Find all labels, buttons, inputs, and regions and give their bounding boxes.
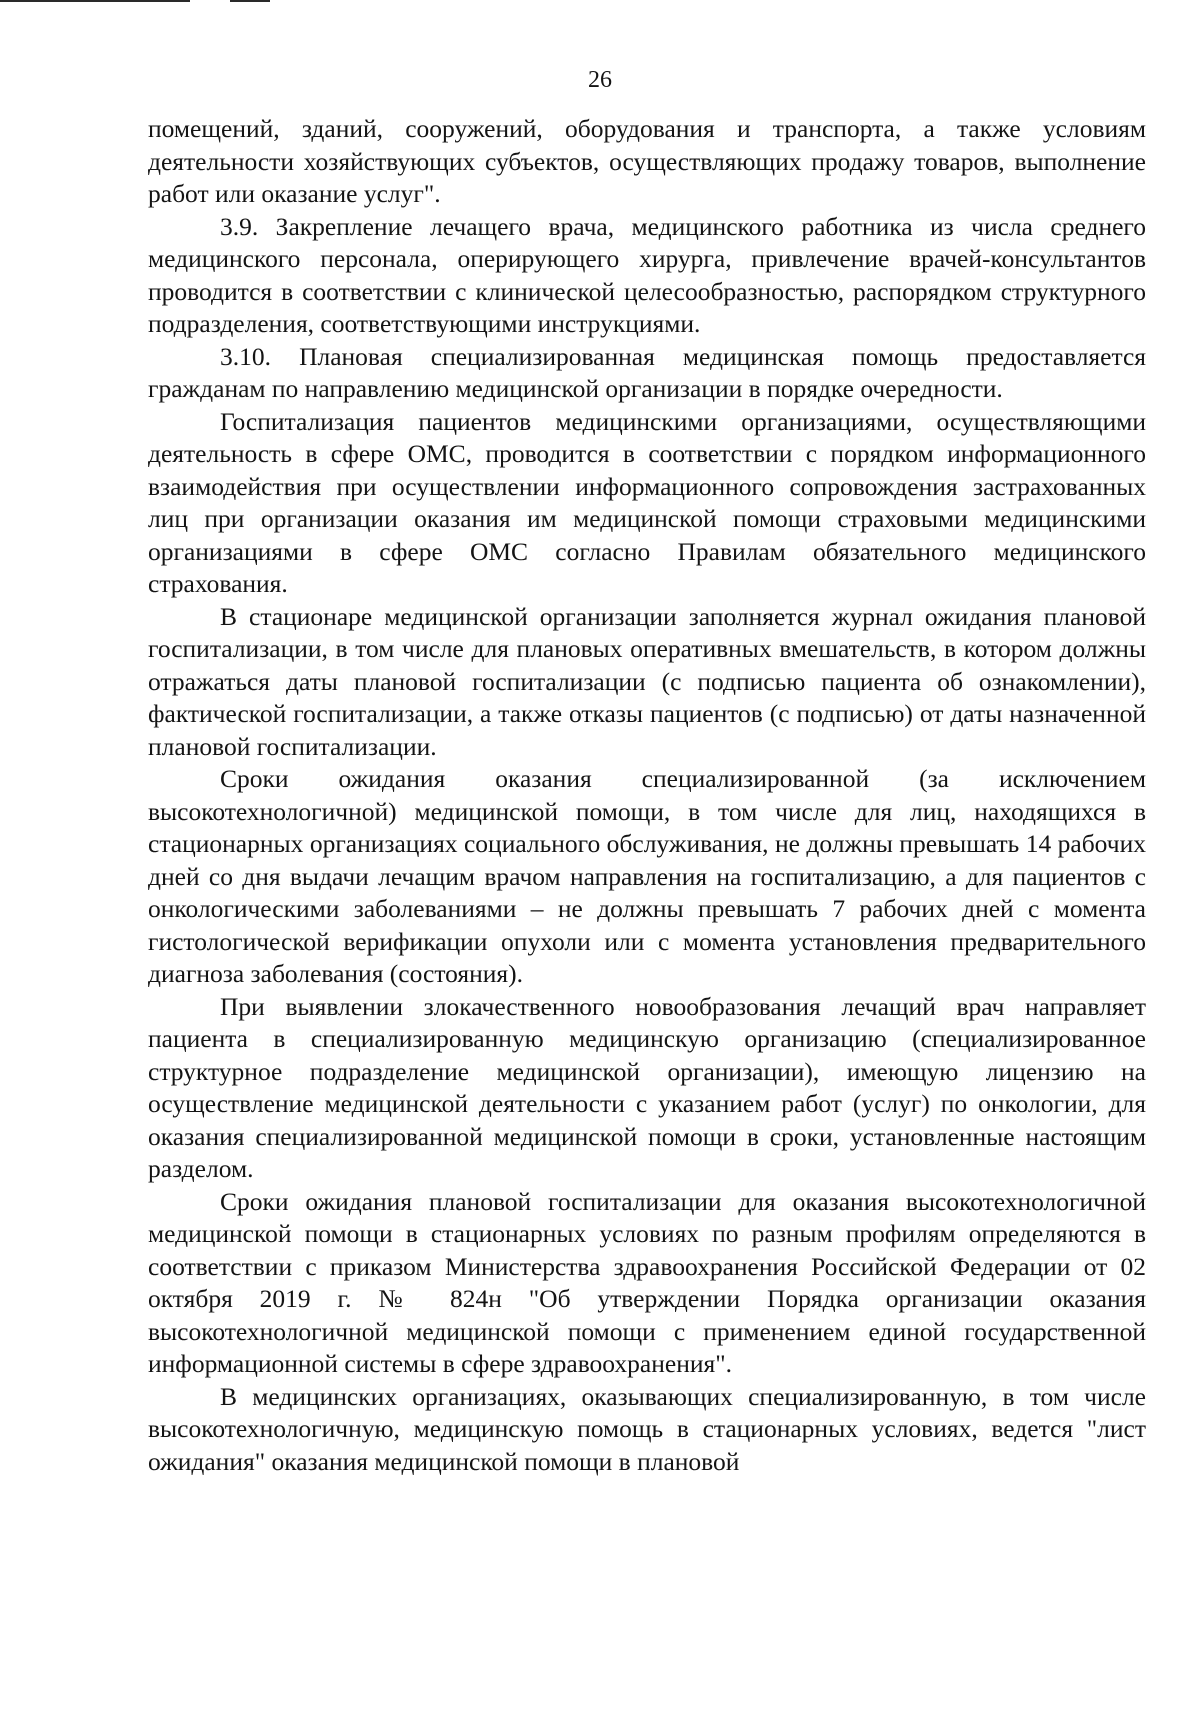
paragraph: Сроки ожидания плановой госпитализации для оказания высокотехнологичной медицинской помощи в стационарных условиях по разным профилям определяются в соответствии с приказом Министерства здравоохранения Российской Федерации от 02 октября 2019 г. № 824н "Об утверждении Порядка организации оказания высокотехнологичной медицинской помощи с применением единой государственной информационной системы в сфере здравоохранения". (148, 1186, 1146, 1378)
scan-edge-mark-right (230, 0, 270, 2)
paragraph: Сроки ожидания оказания специализированной (за исключением высокотехнологичной) медицинской помощи, в том числе для лиц, находящихся в стационарных организациях социального обслуживания, не должны превышать 14 рабочих дней со дня выдачи лечащим врачом направления на госпитализацию, а для пациентов с онкологическими заболеваниями – не должны превышать 7 рабочих дней с момента гистологической верификации опухоли или с момента установления предварительного диагноза заболевания (состояния). (148, 764, 1146, 988)
paragraph: 3.10. Плановая специализированная медицинская помощь предоставляется гражданам по направлению медицинской организации в порядке очередности. (148, 341, 1146, 403)
paragraph: Госпитализация пациентов медицинскими организациями, осуществляющими деятельность в сфере ОМС, проводится в соответствии с порядком информационного взаимодействия при осуществлении информационного сопровождения застрахованных лиц при организации оказания им медицинской помощи страховыми медицинскими организациями в сфере ОМС согласно Правилам обязательного медицинского страхования. (148, 406, 1146, 598)
document-body (148, 113, 1146, 1478)
page-number: 26 (588, 67, 612, 93)
paragraph: В медицинских организациях, оказывающих специализированную, в том числе высокотехнологичную, медицинскую помощь в стационарных условиях, ведется "лист ожидания" оказания медицинской помощи в плановой (148, 1381, 1146, 1476)
scan-edge-mark-left (0, 0, 190, 2)
paragraph: При выявлении злокачественного новообразования лечащий врач направляет пациента в специализированную медицинскую организацию (специализированное структурное подразделение медицинской организации), имеющую лицензию на осуществление медицинской деятельности с указанием работ (услуг) по онкологии, для оказания специализированной медицинской помощи в сроки, установленные настоящим разделом. (148, 991, 1146, 1183)
paragraph: 3.9. Закрепление лечащего врача, медицинского работника из числа среднего медицинского персонала, оперирующего хирурга, привлечение врачей-консультантов проводится в соответствии с клинической целесообразностью, распорядком структурного подразделения, соответствующими инструкциями. (148, 211, 1146, 338)
paragraph: помещений, зданий, сооружений, оборудования и транспорта, а также условиям деятельности хозяйствующих субъектов, осуществляющих продажу товаров, выполнение работ или оказание услуг". (148, 114, 1146, 208)
paragraph: В стационаре медицинской организации заполняется журнал ожидания плановой госпитализации, в том числе для плановых оперативных вмешательств, в котором должны отражаться даты плановой госпитализации (с подписью пациента об ознакомлении), фактической госпитализации, а также отказы пациентов (с подписью) от даты назначенной плановой госпитализации. (148, 601, 1146, 761)
